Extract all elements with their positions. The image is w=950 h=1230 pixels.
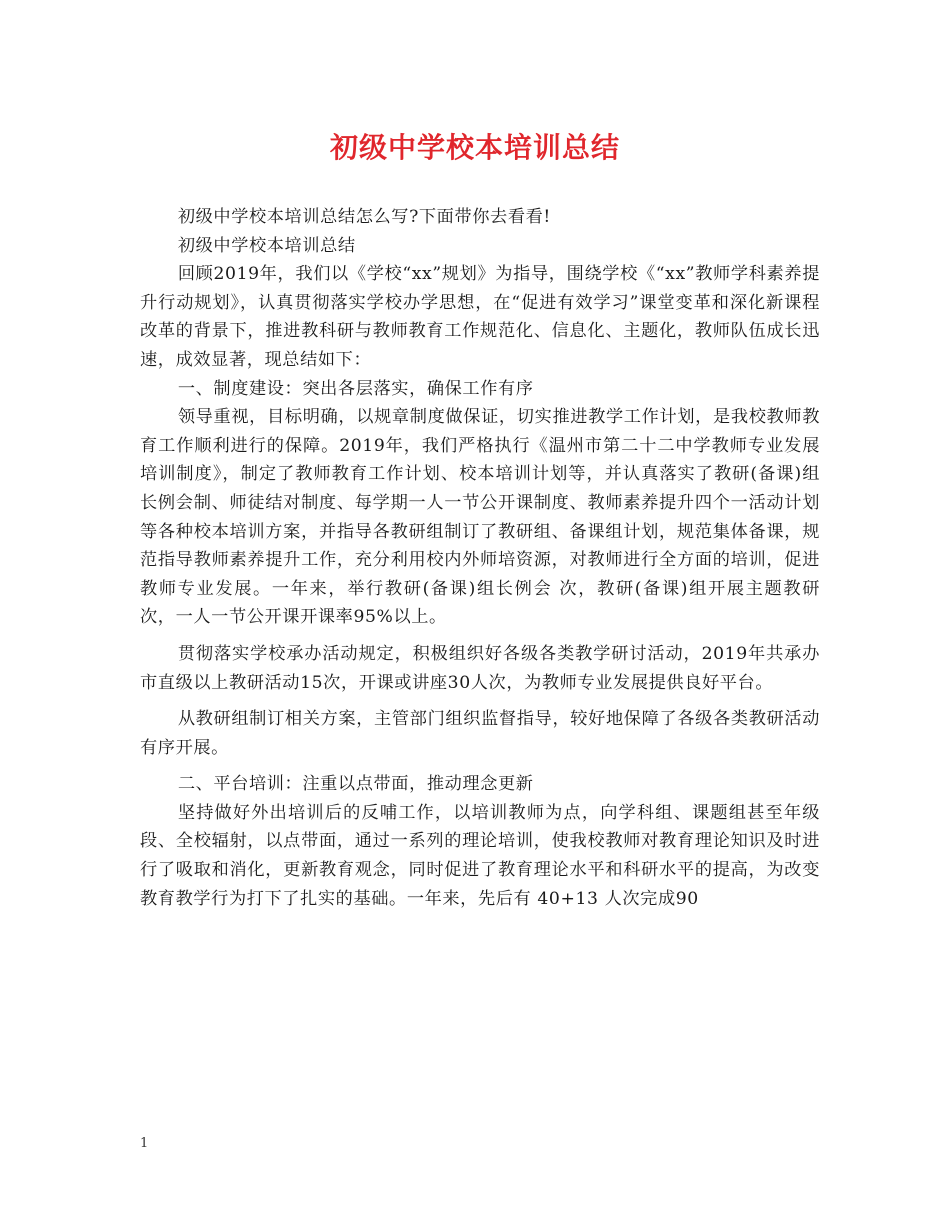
section-2-paragraph-1: 坚持做好外出培训后的反哺工作，以培训教师为点，向学科组、课题组甚至年级段、全校辐射，以点带面，通过一系列的理论培训，使我校教师对教育理论知识及时进行了吸取和消化，更新教育观念，同时促进了教育理论水平和科研水平的提高，为改变教育教学行为打下了扎实的基础。一年来，先后有 40+13 人次完成90 (140, 802, 820, 909)
section-heading-2: 二、平台培训：注重以点带面，推动理念更新 (177, 774, 534, 795)
section-heading-1: 一、制度建设：突出各层落实，确保工作有序 (177, 378, 534, 399)
document-body (140, 203, 820, 913)
section-1-paragraph-1: 领导重视，目标明确，以规章制度做保证，切实推进教学工作计划，是我校教师教育工作顺利进行的保障。2019年，我们严格执行《温州市第二十二中学教师专业发展培训制度》，制定了教师教育工作计划、校本培训计划等，并认真落实了教研(备课)组长例会制、师徒结对制度、每学期一人一节公开课制度、教师素养提升四个一活动计划等各种校本培训方案，并指导各教研组制订了教研组、备课组计划，规范集体备课，规范指导教师素养提升工作，充分利用校内外师培资源，对教师进行全方面的培训，促进教师专业发展。一年来，举行教研(备课)组长例会 次，教研(备课)组开展主题教研 次，一人一节公开课开课率95%以上。 (140, 407, 820, 628)
subtitle-paragraph: 初级中学校本培训总结 (177, 235, 356, 256)
section-1-paragraph-2: 贯彻落实学校承办活动规定，积极组织好各级各类教学研讨活动，2019年共承办市直级以上教研活动15次，开课或讲座30人次，为教师专业发展提供良好平台。 (140, 643, 820, 693)
section-1-paragraph-3: 从教研组制订相关方案，主管部门组织监督指导，较好地保障了各级各类教研活动有序开展。 (140, 709, 820, 758)
page-number: 1 (140, 1136, 149, 1151)
document-title: 初级中学校本培训总结 (329, 131, 620, 164)
overview-paragraph: 回顾2019年，我们以《学校“xx”规划》为指导，围绕学校《“xx”教师学科素养提升行动规划》，认真贯彻落实学校办学思想，在“促进有效学习”课堂变革和深化新课程改革的背景下，推进教科研与教师教育工作规范化、信息化、主题化，教师队伍成长迅速，成效显著，现总结如下： (140, 264, 820, 370)
intro-paragraph: 初级中学校本培训总结怎么写?下面带你去看看! (177, 207, 551, 227)
